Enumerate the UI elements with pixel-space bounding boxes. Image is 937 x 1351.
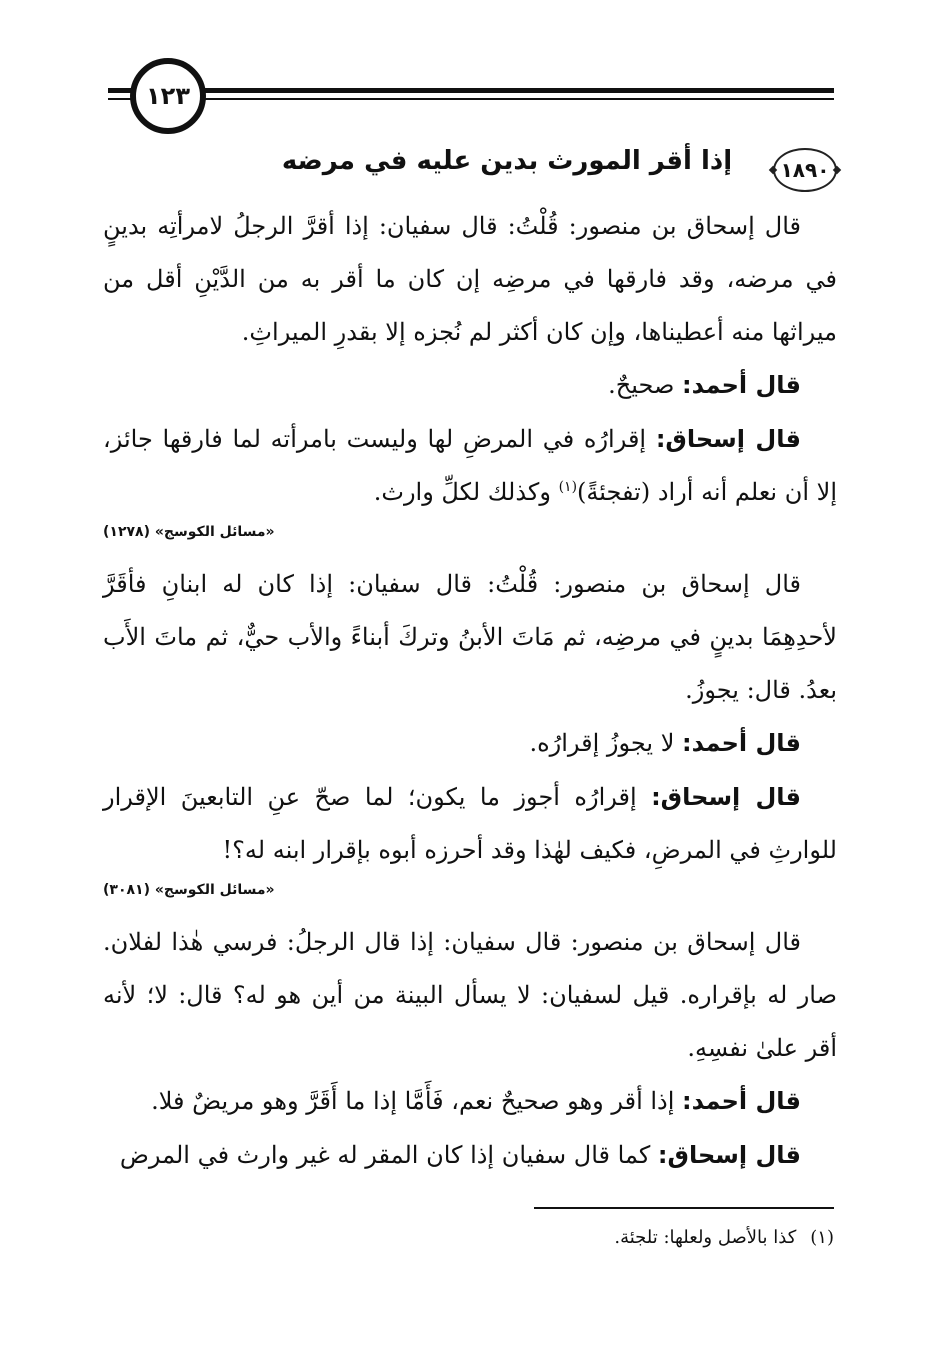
ishaq-ruling-end: وكذلك لكلِّ وارث.: [373, 478, 559, 506]
section3-ishaq: [103, 1129, 837, 1182]
chapter-number-badge: ١٨٩٠: [773, 148, 837, 192]
section1-ahmad: [103, 359, 837, 412]
ahmad-ruling: لا يجوزُ إقرارُه.: [529, 729, 683, 757]
ishaq-ruling: إقرارُه في المرضِ لها وليست بامرأته لما فارقها جائز، إلا أن نعلم أنه أراد (تفجئةً): [103, 425, 837, 506]
section3-ahmad: [103, 1075, 837, 1128]
source-title: «مسائل الكوسج»: [154, 524, 275, 540]
section3-paragraph: قال إسحاق بن منصور: قال سفيان: إذا قال الرجلُ: فرسي هٰذا لفلان. صار له بإقراره. قيل لسفيان: لا يسأل البينة من أين هو له؟ قال: لا؛ لأنه أقر علىٰ نفسِهِ.: [103, 928, 837, 1062]
source-number: (١٢٧٨): [103, 524, 150, 540]
section2-ahmad: [103, 717, 837, 770]
header-rule-thin: [108, 98, 834, 100]
speaker-ishaq: قال إسحاق:: [651, 783, 801, 811]
speaker-ishaq: قال إسحاق:: [655, 425, 801, 453]
chapter-title: إذا أقر المورث بدين عليه في مرضه: [281, 146, 733, 176]
header-rule: [108, 88, 834, 93]
source-citation: [103, 524, 403, 540]
source-citation: [103, 882, 403, 898]
speaker-ahmad: قال أحمد:: [682, 371, 801, 399]
section1-paragraph: قال إسحاق بن منصور: قُلْتُ: قال سفيان: إذا أقرَّ الرجلُ لامرأتِه بدينٍ في مرضه، وقد فارقها في مرضِه إن كان ما أقر به من الدَّيْنِ أقل من ميراثها منه أعطيناها، وإن كان أكثر لم نُجزه إلا بقدرِ الميراثِ.: [103, 212, 837, 346]
footnote-number: (١): [810, 1227, 834, 1248]
section2-paragraph: قال إسحاق بن منصور: قُلْتُ: قال سفيان: إذا كان له ابنانِ فأقَرَّ لأحدِهِمَا بدينٍ في مرضِه، ثم مَاتَ الأبنُ وتركَ أبناءً والأب حيٌّ، ثم ماتَ الأَب بعدُ. قال: يجوزُ.: [103, 570, 837, 704]
source-number: (٣٠٨١): [103, 882, 150, 898]
section2-ishaq: [103, 771, 837, 877]
speaker-ishaq: قال إسحاق:: [657, 1141, 801, 1169]
speaker-ahmad: قال أحمد:: [682, 729, 801, 757]
page-number: ١٢٣: [130, 58, 206, 134]
ishaq-ruling: إقرارُه أجوز ما يكون؛ لما صحّ عنِ التابعينَ الإقرار للوارثِ في المرضِ، فكيف لهٰذا وقد أحرزه أبوه بإقرار ابنه له؟!: [103, 783, 837, 864]
source-title: «مسائل الكوسج»: [154, 882, 275, 898]
footnote-divider: [534, 1207, 834, 1209]
footnote-text: كذا بالأصل ولعلها: تلجئة.: [614, 1227, 797, 1248]
ahmad-ruling: صحيحٌ.: [608, 371, 683, 399]
section1-ishaq: [103, 413, 837, 519]
speaker-ahmad: قال أحمد:: [682, 1087, 801, 1115]
footnote-marker: (١): [558, 479, 578, 495]
ahmad-ruling: إذا أقر وهو صحيحٌ نعم، فَأَمَّا إذا ما أَقَرَّ وهو مريضٌ فلا.: [151, 1087, 683, 1115]
ishaq-ruling: كما قال سفيان إذا كان المقر له غير وارث في المرض: [119, 1141, 658, 1169]
footnote: [434, 1224, 834, 1252]
